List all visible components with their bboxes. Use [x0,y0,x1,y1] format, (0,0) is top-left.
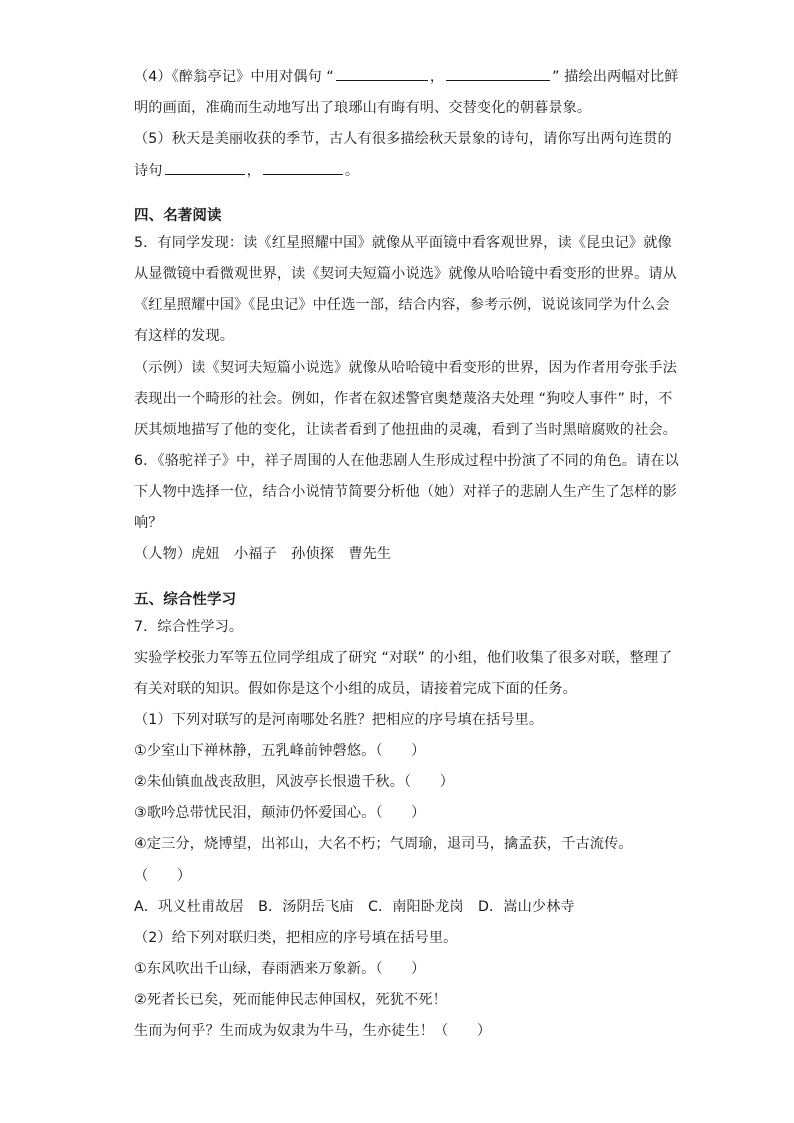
s5-line: （ ） [134,868,192,884]
s5-line: ①少室山下禅林静，五乳峰前钟磬悠。（ ） [134,743,426,759]
s4-q5-line: 从显微镜中看微观世界，读《契诃夫短篇小说选》就像从哈哈镜中看变形的世界。请从 [134,266,677,282]
s5-line: 有关对联的知识。假如你是这个小组的成员，请接着完成下面的任务。 [134,681,577,697]
s4-q5-line: 表现出一个畸形的社会。例如，作者在叙述警官奥楚蔑洛夫处理 “狗咬人事件” 时，不 [134,391,673,407]
s5-line: 7．综合性学习。 [134,619,244,635]
q4-line-1-suffix: ” 描绘出两幅对比鲜 [552,69,679,85]
s4-q6-line: 6．《骆驼祥子》中，祥子周围的人在他悲剧人生形成过程中扮演了不同的角色。请在以 [134,453,679,469]
s5-line: 生而为何乎？生而成为奴隶为牛马，生亦徒生！（ ） [134,1023,492,1039]
s4-q5-line: （示例）读《契诃夫短篇小说选》就像从哈哈镜中看变形的世界，因为作者用夸张手法 [134,360,677,376]
section-5-title: 五、综合性学习 [134,592,237,608]
q4-line-2: 明的画面，准确而生动地写出了琅琊山有晦有明、交替变化的朝暮景象。 [134,100,592,116]
q5-comma: ， [246,163,261,179]
s5-line: ①东风吹出千山绿，春雨洒来万象新。（ ） [134,961,426,977]
section-4-title: 四、名著阅读 [134,208,222,224]
q5-end: 。 [344,163,360,179]
q5-line-2-prefix: 诗句 [134,163,163,179]
s4-q5-line: 有这样的发现。 [134,328,235,344]
s5-line: 实验学校张力军等五位同学组成了研究 “对联” 的小组，他们收集了很多对联，整理了 [134,650,673,666]
s5-line: （1）下列对联写的是河南哪处名胜？把相应的序号填在括号里。 [134,712,544,728]
s4-q6-line: 响？ [134,515,163,531]
q5-line-2 [134,160,664,181]
s4-q5-line: 《红星照耀中国》《昆虫记》中任选一部，结合内容，参考示例，说说该同学为什么会 [134,297,670,313]
s4-q5-line: 厌其烦地描写了他的变化，让读者看到了他扭曲的灵魂，看到了当时黑暗腐败的社会。 [134,422,677,438]
answer-blank[interactable] [336,66,428,81]
s5-line: ②死者长已矣，死而能伸民志伸国权，死犹不死！ [134,992,447,1008]
s5-line: （2）给下列对联归类，把相应的序号填在括号里。 [134,930,458,946]
answer-blank[interactable] [165,160,245,175]
s5-line: ②朱仙镇血战丧敌胆，风波亭长恨遗千秋。（ ） [134,774,455,790]
s4-q6-line: 下人物中选择一位，结合小说情节简要分析他（她）对祥子的悲剧人生产生了怎样的影 [134,484,677,500]
answer-blank[interactable] [263,160,343,175]
s4-q5-line: 5．有同学发现：读《红星照耀中国》就像从平面镜中看客观世界，读《昆虫记》就像 [134,235,672,251]
s5-line: ④定三分，烧博望，出祁山，大名不朽；气周瑜，退司马，擒孟获，千古流传。 [134,836,633,852]
s4-q6-line: （人物）虎妞 小福子 孙侦探 曹先生 [134,546,392,562]
q5-line-1: （5）秋天是美丽收获的季节，古人有很多描绘秋天景象的诗句，请你写出两句连贯的 [134,131,672,147]
answer-blank[interactable] [446,66,550,81]
s5-line: ③歌吟总带忧民泪，颠沛仍怀爱国心。（ ） [134,805,426,821]
q4-line-1-prefix: （4）《醉翁亭记》中用对偶句 “ [134,69,334,85]
q4-line-1 [134,66,679,87]
s5-line: A．巩义杜甫故居 B．汤阴岳飞庙 C．南阳卧龙岗 D．嵩山少林寺 [134,899,575,915]
q4-comma: ， [429,69,445,85]
